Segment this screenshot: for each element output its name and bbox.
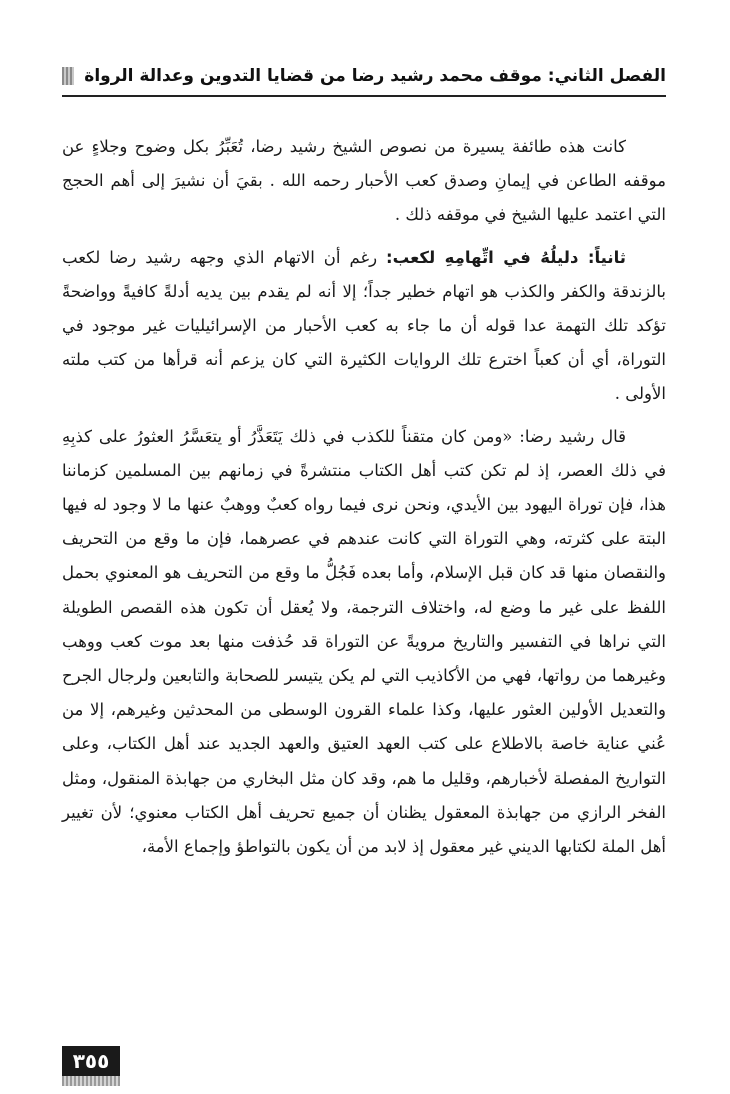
paragraph-3-text: قال رشيد رضا: «ومن كان متقناً للكذب في ذلك يَتَعَذَّرُ أو يتعَسَّرُ العثورُ على كذبِهِ في ذلك العصر، إذ لم تكن كتب أهل الكتاب منتشرةً في زمانهم بين المسلمين كزماننا هذا، فإن توراة اليهود بين الأيدي، ونحن نرى فيما رواه كعبٌ ووهبٌ عنها ما لا وجود له فيها البتة على كثرته، وهي التوراة التي كانت عندهم في عصرهما، فإن ما وقع من التحريف والنقصان منها قد كان قبل الإسلام، وأما بعده فَجُلُّ ما وقع من التحريف هو المعنوي بحمل اللفظ على غير ما وضع له، واختلاف الترجمة، ولا يُعقل أن تكون هذه القصص الطويلة التي نراها في التفسير والتاريخ مرويةً عن التوراة قد حُذفت منها بعد موت كعب ووهب وغيرهما من رواتها، فهي من الأكاذيب التي لم يكن يتيسر للصحابة والتابعين ولرجال الجرح والتعديل الأولين العثور عليها، وكذا علماء القرون الوسطى من المحدثين وغيرهم، إلا من عُني عناية خاصة بالاطلاع على كتب العهد العتيق والعهد الجديد عند أهل الكتاب، وعلى التواريخ المفصلة لأخبارهم، وقليل ما هم، وقد كان مثل البخاري من جهابذة المنقول، ومثل الفخر الرازي من جهابذة المعقول يظنان أن جميع تحريف أهل الكتاب معنوي؛ لأن تغيير أهل الملة لكتابها الديني غير معقول إذ لابد من أن يكون بالتواطؤ وإجماع الأمة،: [62, 426, 666, 857]
header-divider: [62, 95, 666, 97]
page-number-shade: [62, 1076, 120, 1086]
paragraph-1-text: كانت هذه طائفة يسيرة من نصوص الشيخ رشيد رضا، تُعَبِّرُ بكل وضوح وجلاءٍ عن موقفه الطاعن في إيمانِ وصدق كعب الأحبار رحمه الله . بقيَ أن نشيرَ إلى أهم الحجج التي اعتمد عليها الشيخ في موقفه ذلك .: [62, 137, 666, 225]
running-header: [62, 60, 666, 92]
body-text: [62, 130, 666, 864]
chapter-title: الفصل الثاني: موقف محمد رشيد رضا من قضايا التدوين وعدالة الرواة: [84, 66, 666, 86]
page-number: ٣٥٥: [62, 1046, 120, 1076]
section-heading: ثانياً: دليلُهُ في اتِّهامِهِ لكعب:: [386, 247, 626, 267]
paragraph-1: [62, 130, 666, 233]
paragraph-2: [62, 241, 666, 412]
paragraph-2-text: رغم أن الاتهام الذي وجهه رشيد رضا لكعب بالزندقة والكفر والكذب هو اتهام خطير جداً؛ إلا أنه لم يقدم بين يديه أدلةً كافيةً وواضحةً تؤكد تلك التهمة عدا قوله أن ما جاء به كعب الأحبار من الإسرائيليات غير موجود في التوراة، أي أن كعباً اخترع تلك الروايات الكثيرة التي كان يزعم أنه قرأها من كتب ملته الأولى .: [62, 247, 666, 404]
header-decorative-bar: [62, 67, 74, 85]
paragraph-3: [62, 420, 666, 865]
